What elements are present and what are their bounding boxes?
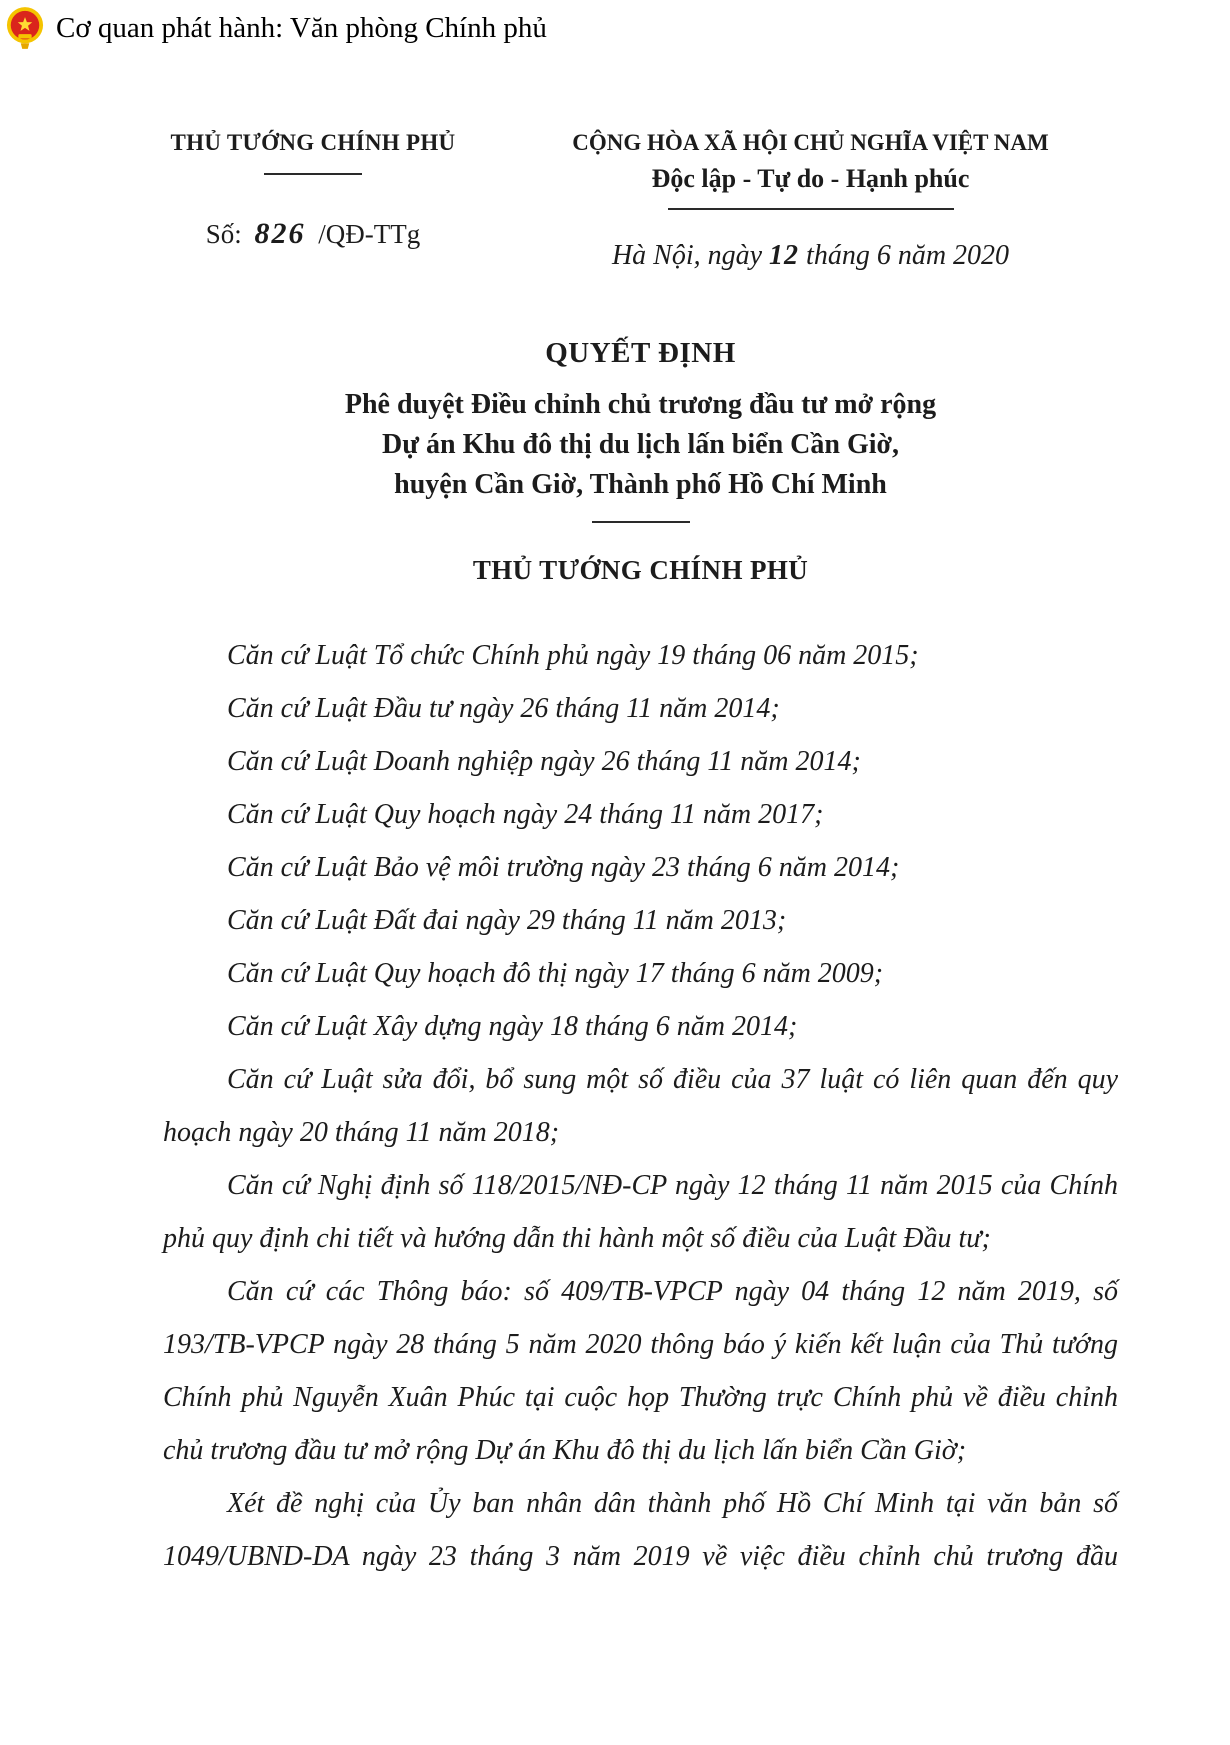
- deciding-authority-heading: THỦ TƯỚNG CHÍNH PHỦ: [472, 555, 809, 585]
- place-date-prefix: Hà Nội, ngày: [611, 240, 763, 271]
- document-number-line: [163, 217, 463, 251]
- subject-line-3: huyện Cần Giờ, Thành phố Hồ Chí Minh: [394, 469, 887, 500]
- subject-line-1: Phê duyệt Điều chỉnh chủ trương đầu tư mở rộng: [344, 389, 937, 420]
- subject-underline: [592, 521, 690, 523]
- legal-basis-paragraph: Căn cứ Luật Tổ chức Chính phủ ngày 19 tháng 06 năm 2015;: [227, 640, 919, 671]
- document-type-title: QUYẾT ĐỊNH: [545, 337, 736, 369]
- legal-basis-paragraph: Căn cứ Luật sửa đổi, bổ sung một số điều của 37 luật có liên quan đến quy hoạch ngày 20 tháng 11 năm 2018;: [163, 1064, 1118, 1148]
- legal-basis-paragraph: Căn cứ Luật Đầu tư ngày 26 tháng 11 năm 2014;: [227, 693, 780, 724]
- issuer-bar: [0, 0, 1230, 52]
- national-motto: Độc lập - Tự do - Hạnh phúc: [651, 164, 970, 193]
- legal-basis-paragraph: Căn cứ các Thông báo: số 409/TB-VPCP ngày 04 tháng 12 năm 2019, số 193/TB-VPCP ngày 28 tháng 5 năm 2020 thông báo ý kiến kết luận của Thủ tướng Chính phủ Nguyễn Xuân Phúc tại cuộc họp Thường trực Chính phủ về điều chỉnh chủ trương đầu tư mở rộng Dự án Khu đô thị du lịch lấn biển Cần Giờ;: [163, 1276, 1118, 1466]
- motto-underline: [668, 208, 954, 210]
- legal-basis-paragraph: Căn cứ Luật Bảo vệ môi trường ngày 23 tháng 6 năm 2014;: [227, 852, 900, 883]
- header-left-column: [163, 128, 463, 273]
- legal-basis-paragraph: Căn cứ Luật Xây dựng ngày 18 tháng 6 năm 2014;: [227, 1011, 798, 1042]
- place-date-line: [503, 238, 1118, 273]
- national-title: CỘNG HÒA XÃ HỘI CHỦ NGHĨA VIỆT NAM: [572, 130, 1049, 155]
- number-label: Số:: [205, 219, 242, 249]
- legal-basis-paragraph: Căn cứ Luật Đất đai ngày 29 tháng 11 năm 2013;: [227, 905, 787, 936]
- legal-basis-paragraph: Căn cứ Luật Quy hoạch ngày 24 tháng 11 năm 2017;: [227, 799, 824, 830]
- legal-basis-paragraph: Căn cứ Luật Quy hoạch đô thị ngày 17 tháng 6 năm 2009;: [227, 958, 884, 989]
- legal-basis-paragraph: Xét đề nghị của Ủy ban nhân dân thành phố Hồ Chí Minh tại văn bản số 1049/UBND-DA ngày 23 tháng 3 năm 2019 về việc điều chỉnh chủ trương đầu: [163, 1488, 1118, 1572]
- issuer-label: Cơ quan phát hành: Văn phòng Chính phủ: [56, 11, 547, 44]
- place-date-suffix: tháng 6 năm 2020: [806, 240, 1010, 271]
- number-suffix: /QĐ-TTg: [318, 219, 421, 249]
- issuing-authority-name: THỦ TƯỚNG CHÍNH PHỦ: [170, 130, 456, 155]
- title-block: [163, 335, 1118, 523]
- legal-basis-paragraphs: [163, 629, 1118, 1583]
- number-value-handwritten: 826: [254, 217, 306, 250]
- legal-basis-paragraph: Căn cứ Luật Doanh nghiệp ngày 26 tháng 11 năm 2014;: [227, 746, 861, 777]
- document-header: [163, 128, 1118, 273]
- day-value-handwritten: 12: [769, 240, 800, 271]
- document-page: [0, 52, 1230, 1583]
- vietnam-emblem-icon: [6, 5, 44, 51]
- legal-basis-paragraph: Căn cứ Nghị định số 118/2015/NĐ-CP ngày 12 tháng 11 năm 2015 của Chính phủ quy định chi tiết và hướng dẫn thi hành một số điều của Luật Đầu tư;: [163, 1170, 1118, 1254]
- header-right-column: [503, 128, 1118, 273]
- subject-line-2: Dự án Khu đô thị du lịch lấn biển Cần Giờ,: [381, 429, 900, 460]
- document-subject: [163, 385, 1118, 505]
- authority-underline: [264, 173, 362, 175]
